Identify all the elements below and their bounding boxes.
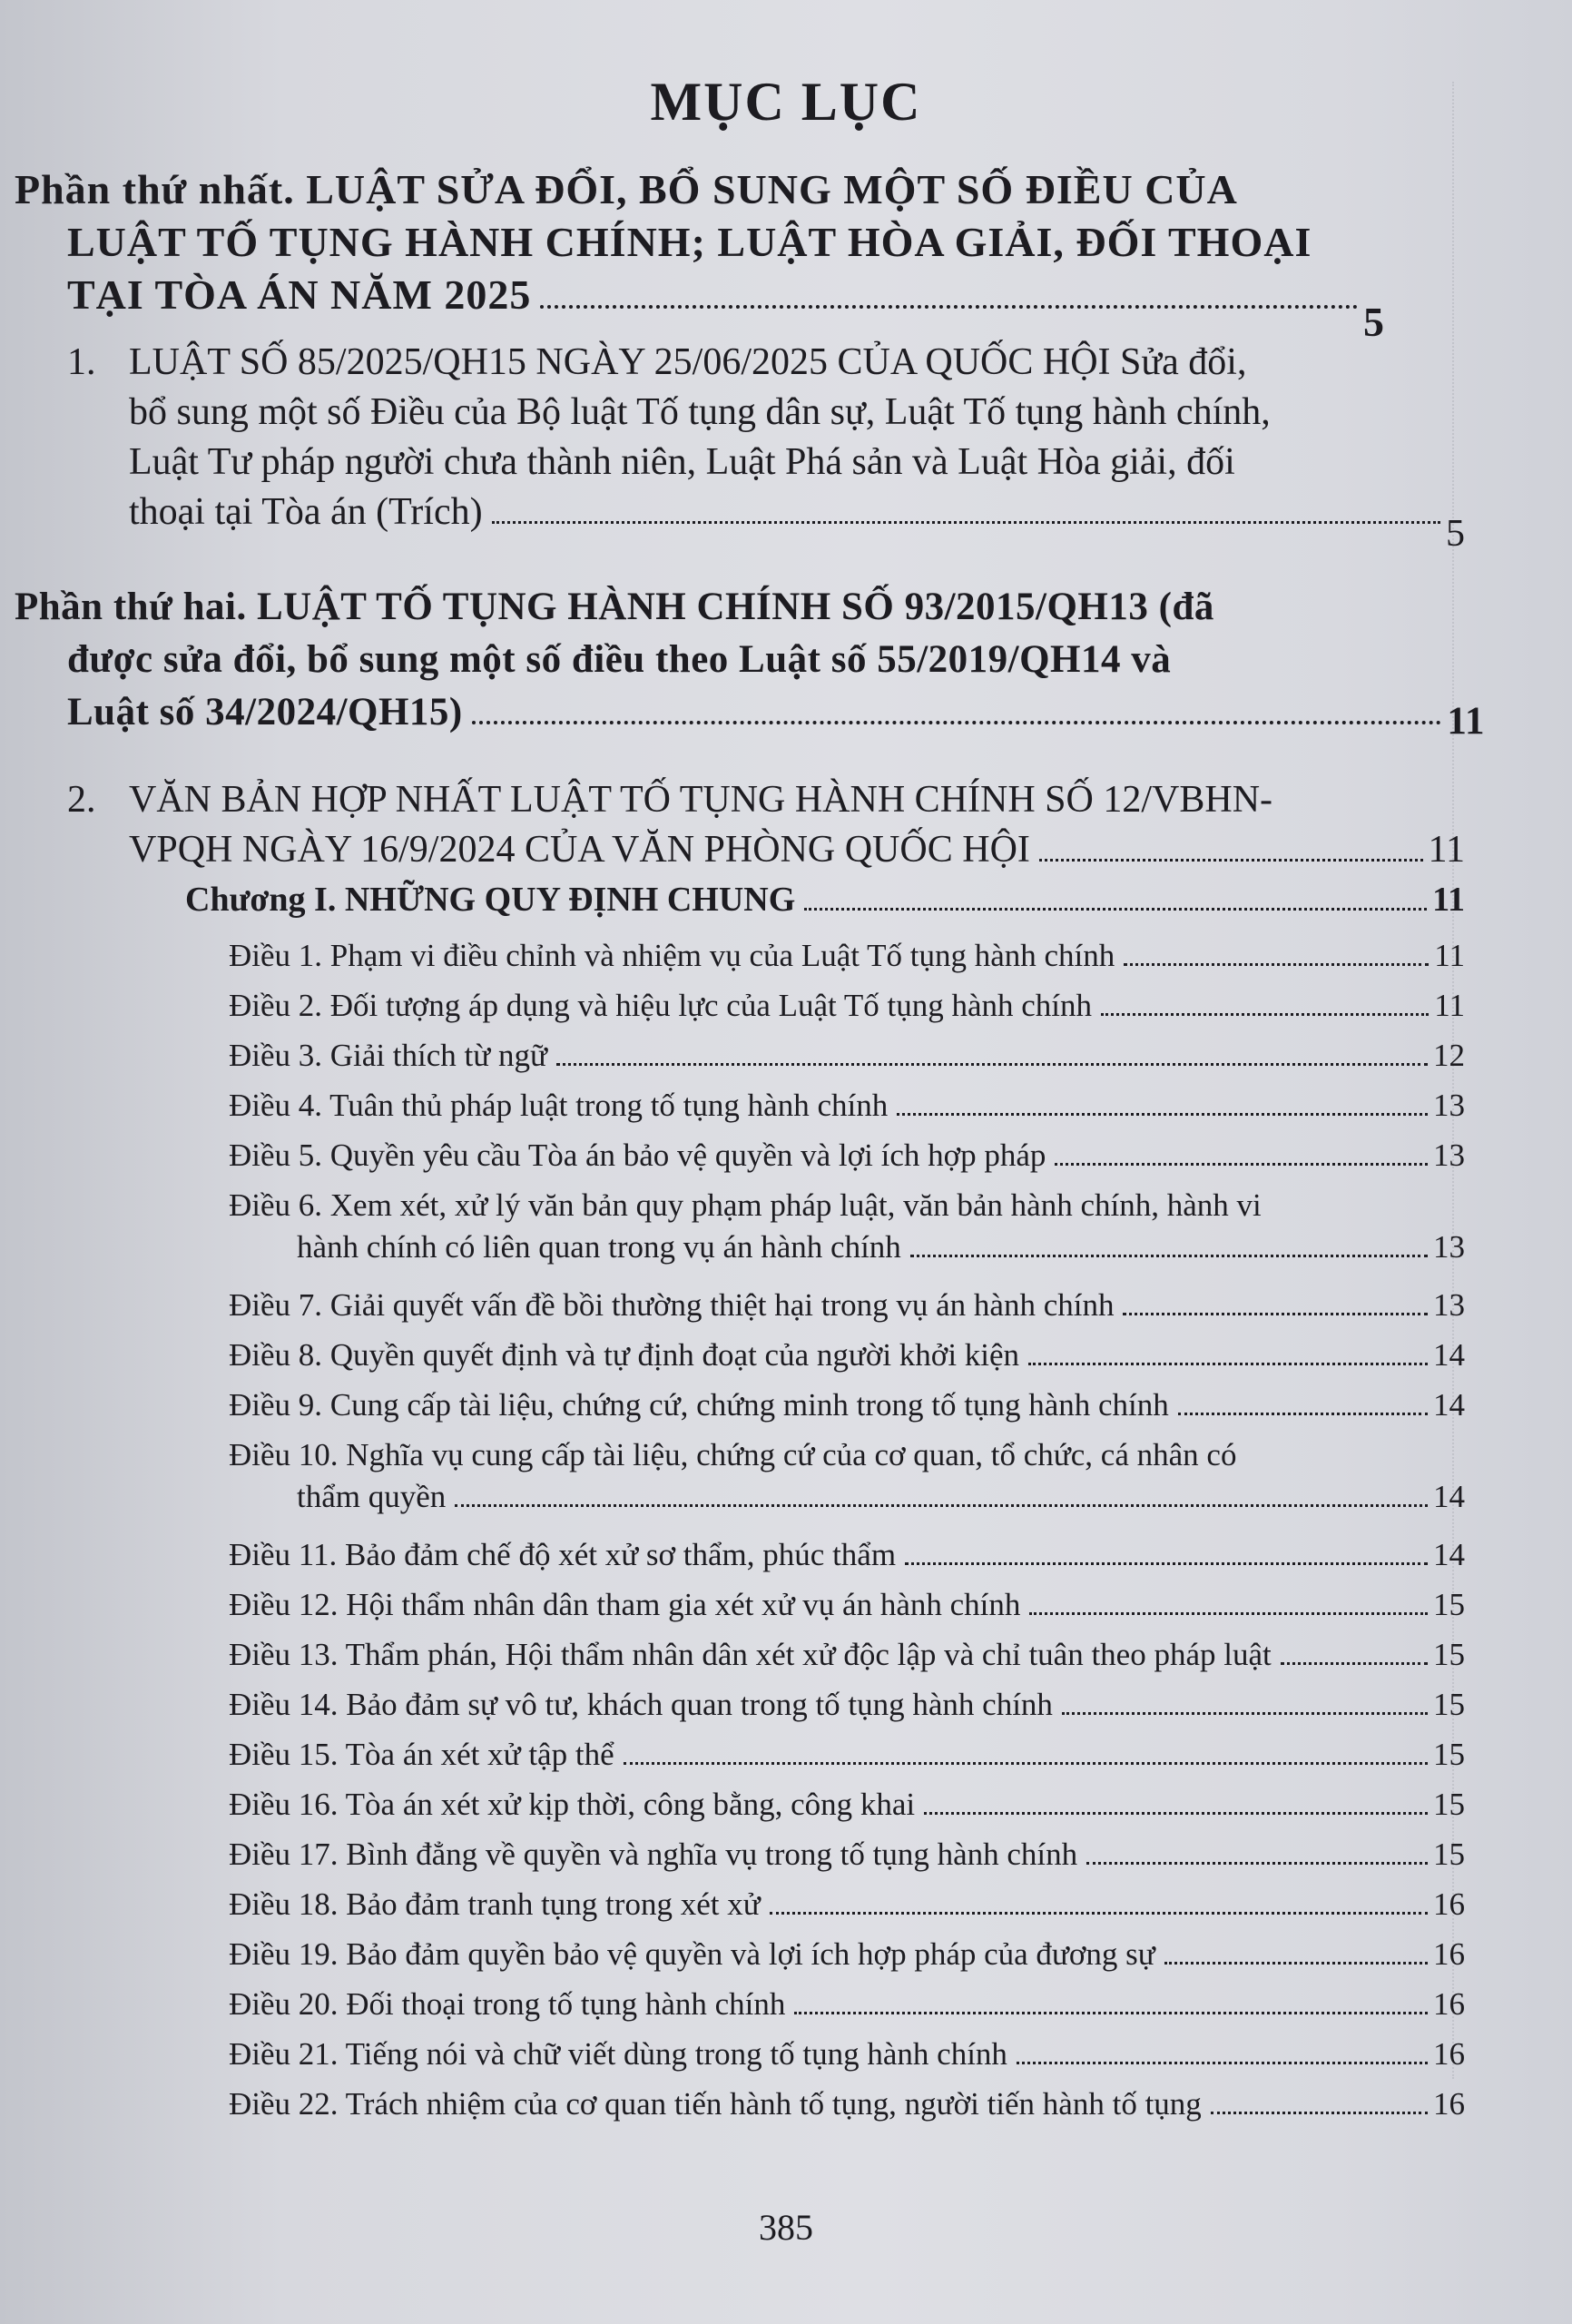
toc-article-row	[229, 1534, 1465, 1576]
show-through-decoration	[1452, 82, 1563, 2079]
toc-article-page: 13	[1433, 1287, 1465, 1323]
dot-leader	[905, 1561, 1428, 1565]
section-two	[67, 775, 1465, 875]
toc-article-page: 14	[1433, 1337, 1465, 1373]
toc-article-title: Điều 17. Bình đẳng về quyền và nghĩa vụ trong tố tụng hành chính	[229, 1837, 1078, 1872]
dot-leader	[770, 1911, 1428, 1915]
dot-leader	[1039, 858, 1423, 862]
chapter-one-title: Chương I. NHỮNG QUY ĐỊNH CHUNG	[185, 881, 796, 919]
part-one-line-1: Phần thứ nhất. LUẬT SỬA ĐỔI, BỔ SUNG MỘT SỐ ĐIỀU CỦA	[15, 166, 1238, 212]
section-one-line-4: thoại tại Tòa án (Trích)	[129, 491, 483, 533]
toc-article-page: 12	[1433, 1038, 1465, 1073]
chapter-one	[185, 877, 1465, 922]
toc-article-row	[229, 1035, 1465, 1077]
page-title: MỤC LỤC	[650, 72, 922, 132]
toc-article-title-continued: thẩm quyền	[297, 1479, 447, 1514]
dot-leader	[910, 1254, 1428, 1257]
toc-article-row	[229, 1684, 1465, 1726]
toc-article-title: Điều 22. Trách nhiệm của cơ quan tiến hành tố tụng, người tiến hành tố tụng	[229, 2086, 1202, 2122]
toc-article-row	[229, 2083, 1465, 2125]
dot-leader	[1028, 1362, 1428, 1365]
dot-leader	[1086, 1861, 1428, 1865]
toc-article-title: Điều 2. Đối tượng áp dụng và hiệu lực của Luật Tố tụng hành chính	[229, 988, 1093, 1023]
toc-article-title: Điều 3. Giải thích từ ngữ	[229, 1038, 547, 1073]
toc-article-page: 11	[1434, 988, 1465, 1023]
toc-article-row	[229, 1185, 1465, 1268]
toc-article-page: 14	[1433, 1387, 1465, 1423]
toc-article-row	[229, 1834, 1465, 1876]
toc-article-title: Điều 11. Bảo đảm chế độ xét xử sơ thẩm, phúc thẩm	[229, 1537, 897, 1572]
section-one-line-1: LUẬT SỐ 85/2025/QH15 NGÀY 25/06/2025 CỦA QUỐC HỘI Sửa đổi,	[129, 341, 1247, 383]
toc-article-title: Điều 21. Tiếng nói và chữ viết dùng trong tố tụng hành chính	[229, 2036, 1007, 2072]
toc-article-title: Điều 13. Thẩm phán, Hội thẩm nhân dân xét xử độc lập và chỉ tuân theo pháp luật	[229, 1637, 1272, 1672]
part-two-line-2: được sửa đổi, bổ sung một số điều theo Luật số 55/2019/QH14 và	[67, 638, 1172, 681]
part-two-line-3: Luật số 34/2024/QH15)	[67, 691, 463, 734]
dot-leader	[1281, 1661, 1428, 1665]
toc-article-page: 15	[1433, 1787, 1465, 1822]
dot-leader	[472, 720, 1442, 724]
toc-article-page: 11	[1434, 938, 1465, 973]
toc-article-row	[229, 1334, 1465, 1376]
toc-article-row	[229, 1634, 1465, 1676]
toc-article-page: 15	[1433, 1587, 1465, 1622]
toc-article-row	[229, 1434, 1465, 1518]
toc-article-title: Điều 16. Tòa án xét xử kịp thời, công bằng, công khai	[229, 1787, 916, 1822]
section-two-page: 11	[1428, 829, 1465, 871]
toc-article-page: 16	[1433, 2036, 1465, 2072]
toc-article-page: 15	[1433, 1737, 1465, 1772]
toc-article-page: 13	[1433, 1137, 1465, 1173]
dot-leader	[1062, 1711, 1428, 1715]
toc-article-title: Điều 12. Hội thẩm nhân dân tham gia xét xử vụ án hành chính	[229, 1587, 1021, 1622]
toc-article-title: Điều 7. Giải quyết vấn đề bồi thường thiệt hại trong vụ án hành chính	[229, 1287, 1115, 1323]
toc-article-row	[229, 1285, 1465, 1326]
toc-article-row	[229, 1384, 1465, 1426]
toc-article-title: Điều 8. Quyền quyết định và tự định đoạt của người khởi kiện	[229, 1337, 1020, 1373]
toc-article-row	[229, 1734, 1465, 1776]
dot-leader	[624, 1761, 1428, 1765]
toc-article-title: Điều 1. Phạm vi điều chỉnh và nhiệm vụ của Luật Tố tụng hành chính	[229, 938, 1115, 973]
toc-article-row	[229, 1085, 1465, 1127]
dot-leader	[1164, 1961, 1428, 1965]
part-one-line-3: TẠI TÒA ÁN NĂM 2025	[67, 271, 532, 318]
dot-leader	[1211, 2111, 1428, 2114]
toc-article-page: 15	[1433, 1687, 1465, 1722]
toc-article-page: 13	[1433, 1229, 1465, 1265]
toc-article-title: Điều 18. Bảo đảm tranh tụng trong xét xử	[229, 1886, 761, 1922]
toc-article-title: Điều 6. Xem xét, xử lý văn bản quy phạm pháp luật, văn bản hành chính, hành vi	[229, 1187, 1262, 1223]
toc-article-title: Điều 20. Đối thoại trong tố tụng hành chính	[229, 1986, 786, 2022]
section-two-line-2: VPQH NGÀY 16/9/2024 CỦA VĂN PHÒNG QUỐC HỘI	[129, 829, 1030, 871]
section-two-number: 2.	[67, 779, 96, 821]
toc-article-row	[229, 985, 1465, 1027]
toc-article-title: Điều 9. Cung cấp tài liệu, chứng cứ, chứng minh trong tố tụng hành chính	[229, 1387, 1169, 1423]
toc-article-row	[229, 935, 1465, 977]
dot-leader	[1124, 962, 1429, 966]
dot-leader	[1178, 1412, 1428, 1415]
toc-article-page: 14	[1433, 1537, 1465, 1572]
dot-leader	[540, 304, 1358, 309]
dot-leader	[1055, 1162, 1428, 1166]
dot-leader	[924, 1811, 1428, 1815]
dot-leader	[804, 907, 1427, 911]
part-two-line-1: Phần thứ hai. LUẬT TỐ TỤNG HÀNH CHÍNH SỐ 93/2015/QH13 (đã	[15, 586, 1214, 628]
toc-article-row	[229, 1984, 1465, 2025]
toc-article-title: Điều 5. Quyền yêu cầu Tòa án bảo vệ quyền và lợi ích hợp pháp	[229, 1137, 1046, 1173]
dot-leader	[556, 1062, 1428, 1066]
dot-leader	[897, 1112, 1428, 1116]
toc-article-page: 16	[1433, 1986, 1465, 2022]
toc-article-title: Điều 10. Nghĩa vụ cung cấp tài liệu, chứng cứ của cơ quan, tổ chức, cá nhân có	[229, 1437, 1237, 1472]
section-two-line-1: VĂN BẢN HỢP NHẤT LUẬT TỐ TỤNG HÀNH CHÍNH SỐ 12/VBHN-	[129, 779, 1273, 821]
toc-article-page: 15	[1433, 1837, 1465, 1872]
dot-leader	[1017, 2061, 1428, 2064]
chapter-one-page: 11	[1432, 881, 1465, 919]
section-one-line-3: Luật Tư pháp người chưa thành niên, Luật Phá sản và Luật Hòa giải, đối	[129, 441, 1235, 483]
dot-leader	[1101, 1012, 1429, 1016]
toc-article-page: 16	[1433, 2086, 1465, 2122]
part-two-page: 11	[1447, 700, 1485, 743]
dot-leader	[492, 520, 1440, 524]
section-one-line-2: bổ sung một số Điều của Bộ luật Tố tụng dân sự, Luật Tố tụng hành chính,	[129, 391, 1271, 433]
toc-article-page: 15	[1433, 1637, 1465, 1672]
part-two-heading	[15, 581, 1485, 743]
toc-article-title: Điều 4. Tuân thủ pháp luật trong tố tụng hành chính	[229, 1088, 889, 1123]
part-one-heading	[15, 163, 1385, 345]
page-number: 385	[759, 2207, 813, 2248]
toc-article-row	[229, 1584, 1465, 1626]
toc-article-title: Điều 15. Tòa án xét xử tập thể	[229, 1737, 614, 1772]
toc-article-row	[229, 1784, 1465, 1826]
toc-article-page: 16	[1433, 1886, 1465, 1922]
part-one-line-2: LUẬT TỐ TỤNG HÀNH CHÍNH; LUẬT HÒA GIẢI, ĐỐI THOẠI	[67, 219, 1312, 265]
toc-article-page: 13	[1433, 1088, 1465, 1123]
toc-article-row	[229, 2034, 1465, 2075]
part-one-page: 5	[1363, 299, 1385, 345]
section-one-page: 5	[1446, 513, 1465, 555]
dot-leader	[1029, 1611, 1428, 1615]
toc-article-title-continued: hành chính có liên quan trong vụ án hành chính	[297, 1229, 901, 1265]
toc-article-title: Điều 14. Bảo đảm sự vô tư, khách quan trong tố tụng hành chính	[229, 1687, 1053, 1722]
section-one	[67, 338, 1465, 555]
toc-article-row	[229, 1934, 1465, 1975]
section-one-number: 1.	[67, 341, 96, 383]
dot-leader	[1123, 1312, 1428, 1315]
toc-article-title: Điều 19. Bảo đảm quyền bảo vệ quyền và lợi ích hợp pháp của đương sự	[229, 1936, 1155, 1972]
toc-article-page: 14	[1433, 1479, 1465, 1514]
toc-article-row	[229, 1884, 1465, 1925]
toc-article-row	[229, 1135, 1465, 1177]
dot-leader	[455, 1503, 1428, 1507]
dot-leader	[794, 2011, 1428, 2014]
toc-article-page: 16	[1433, 1936, 1465, 1972]
